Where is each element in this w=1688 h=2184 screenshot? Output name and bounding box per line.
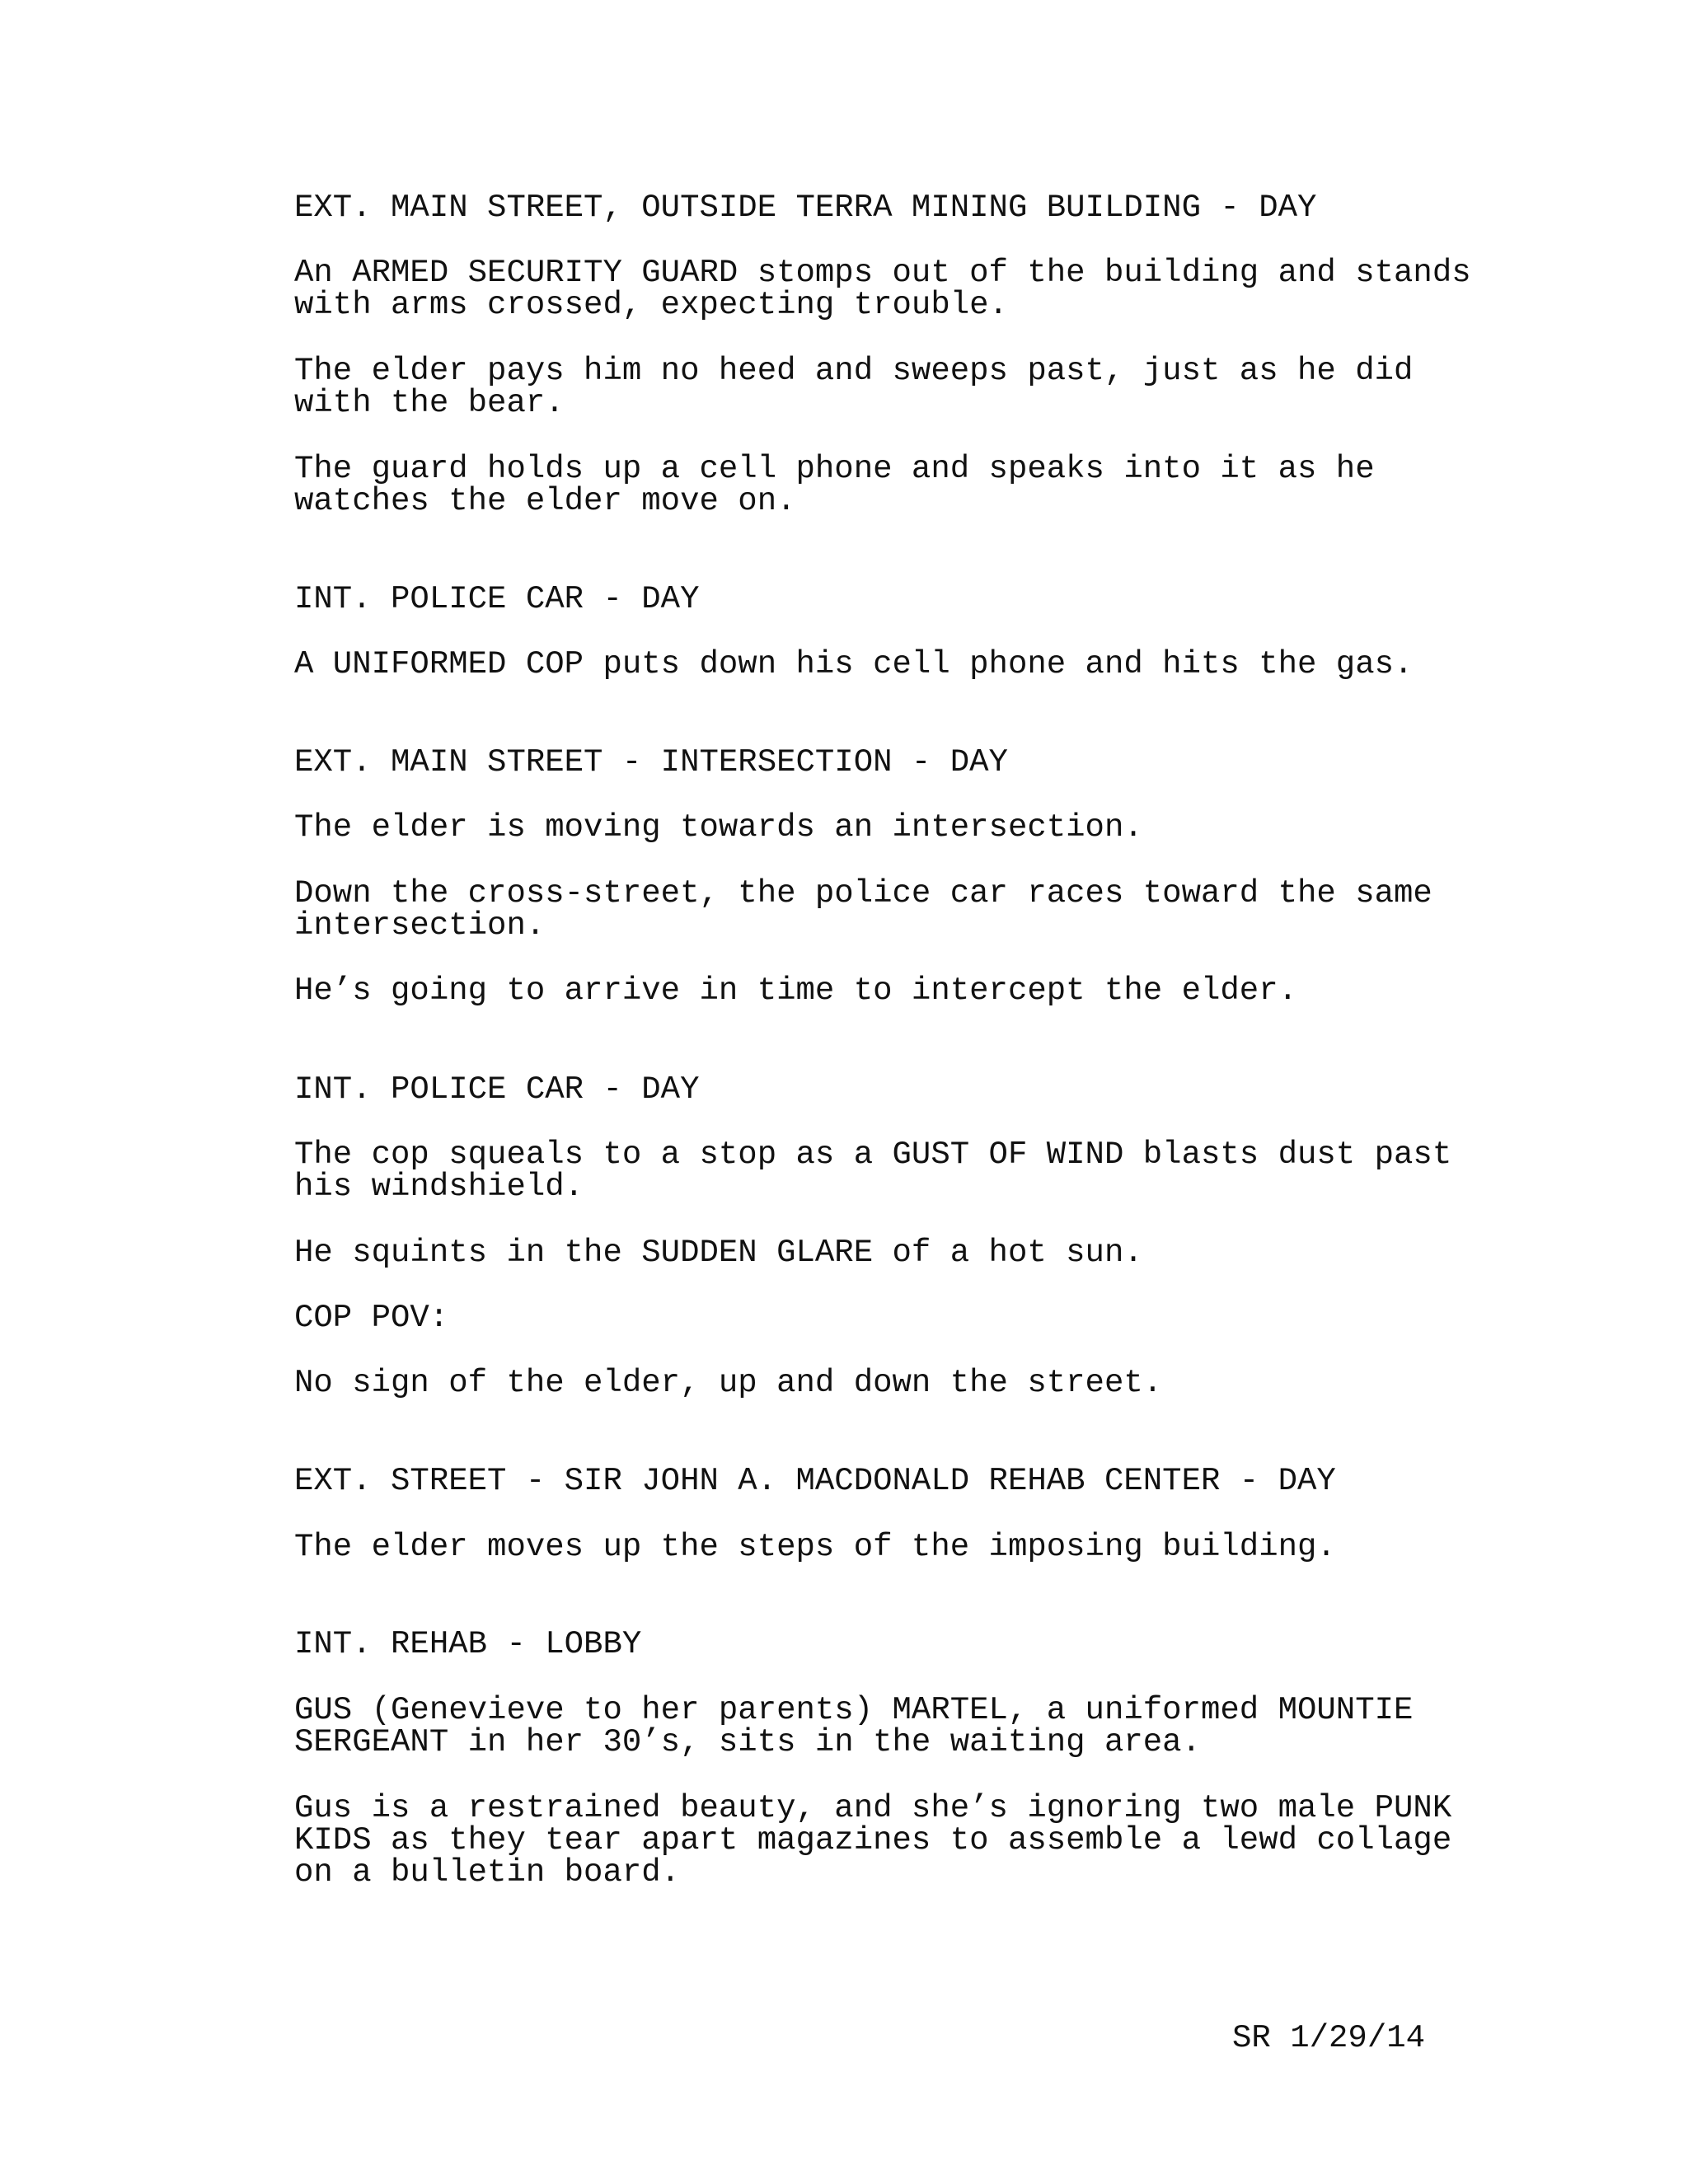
action-line: SERGEANT in her 30’s, sits in the waiting area. <box>294 1724 1201 1760</box>
action-line: with the bear. <box>294 385 565 421</box>
action-line: The elder moves up the steps of the imposing building. <box>294 1529 1336 1565</box>
scene-heading: INT. POLICE CAR - DAY <box>294 1071 700 1108</box>
action-line: He squints in the SUDDEN GLARE of a hot sun. <box>294 1235 1143 1271</box>
action-line: with arms crossed, expecting trouble. <box>294 287 1008 323</box>
action-line: The elder is moving towards an intersection. <box>294 809 1143 846</box>
action-line: An ARMED SECURITY GUARD stomps out of the building and stands <box>294 255 1471 291</box>
action-line: A UNIFORMED COP puts down his cell phone and hits the gas. <box>294 646 1414 682</box>
action-line: his windshield. <box>294 1169 584 1205</box>
action-line: on a bulletin board. <box>294 1854 681 1891</box>
action-line: Gus is a restrained beauty, and she’s ignoring two male PUNK <box>294 1790 1452 1826</box>
scene-heading: EXT. STREET - SIR JOHN A. MACDONALD REHAB CENTER - DAY <box>294 1463 1336 1499</box>
scene-heading: EXT. MAIN STREET, OUTSIDE TERRA MINING BUILDING - DAY <box>294 190 1317 226</box>
action-line: The cop squeals to a stop as a GUST OF WIND blasts dust past <box>294 1137 1452 1173</box>
action-line: Down the cross-street, the police car races toward the same <box>294 875 1432 912</box>
action-line: He’s going to arrive in time to intercept the elder. <box>294 972 1297 1009</box>
scene-heading: EXT. MAIN STREET - INTERSECTION - DAY <box>294 744 1008 780</box>
scene-heading: INT. REHAB - LOBBY <box>294 1626 642 1662</box>
revision-footer: SR 1/29/14 <box>1232 2020 1426 2056</box>
action-line: No sign of the elder, up and down the street. <box>294 1365 1163 1401</box>
shot-heading: COP POV: <box>294 1300 449 1336</box>
action-line: The elder pays him no heed and sweeps past, just as he did <box>294 353 1414 389</box>
action-line: GUS (Genevieve to her parents) MARTEL, a uniformed MOUNTIE <box>294 1692 1414 1728</box>
scene-heading: INT. POLICE CAR - DAY <box>294 581 700 617</box>
action-line: The guard holds up a cell phone and speaks into it as he <box>294 451 1375 487</box>
action-line: KIDS as they tear apart magazines to assemble a lewd collage <box>294 1822 1452 1858</box>
action-line: intersection. <box>294 907 546 944</box>
action-line: watches the elder move on. <box>294 483 796 519</box>
